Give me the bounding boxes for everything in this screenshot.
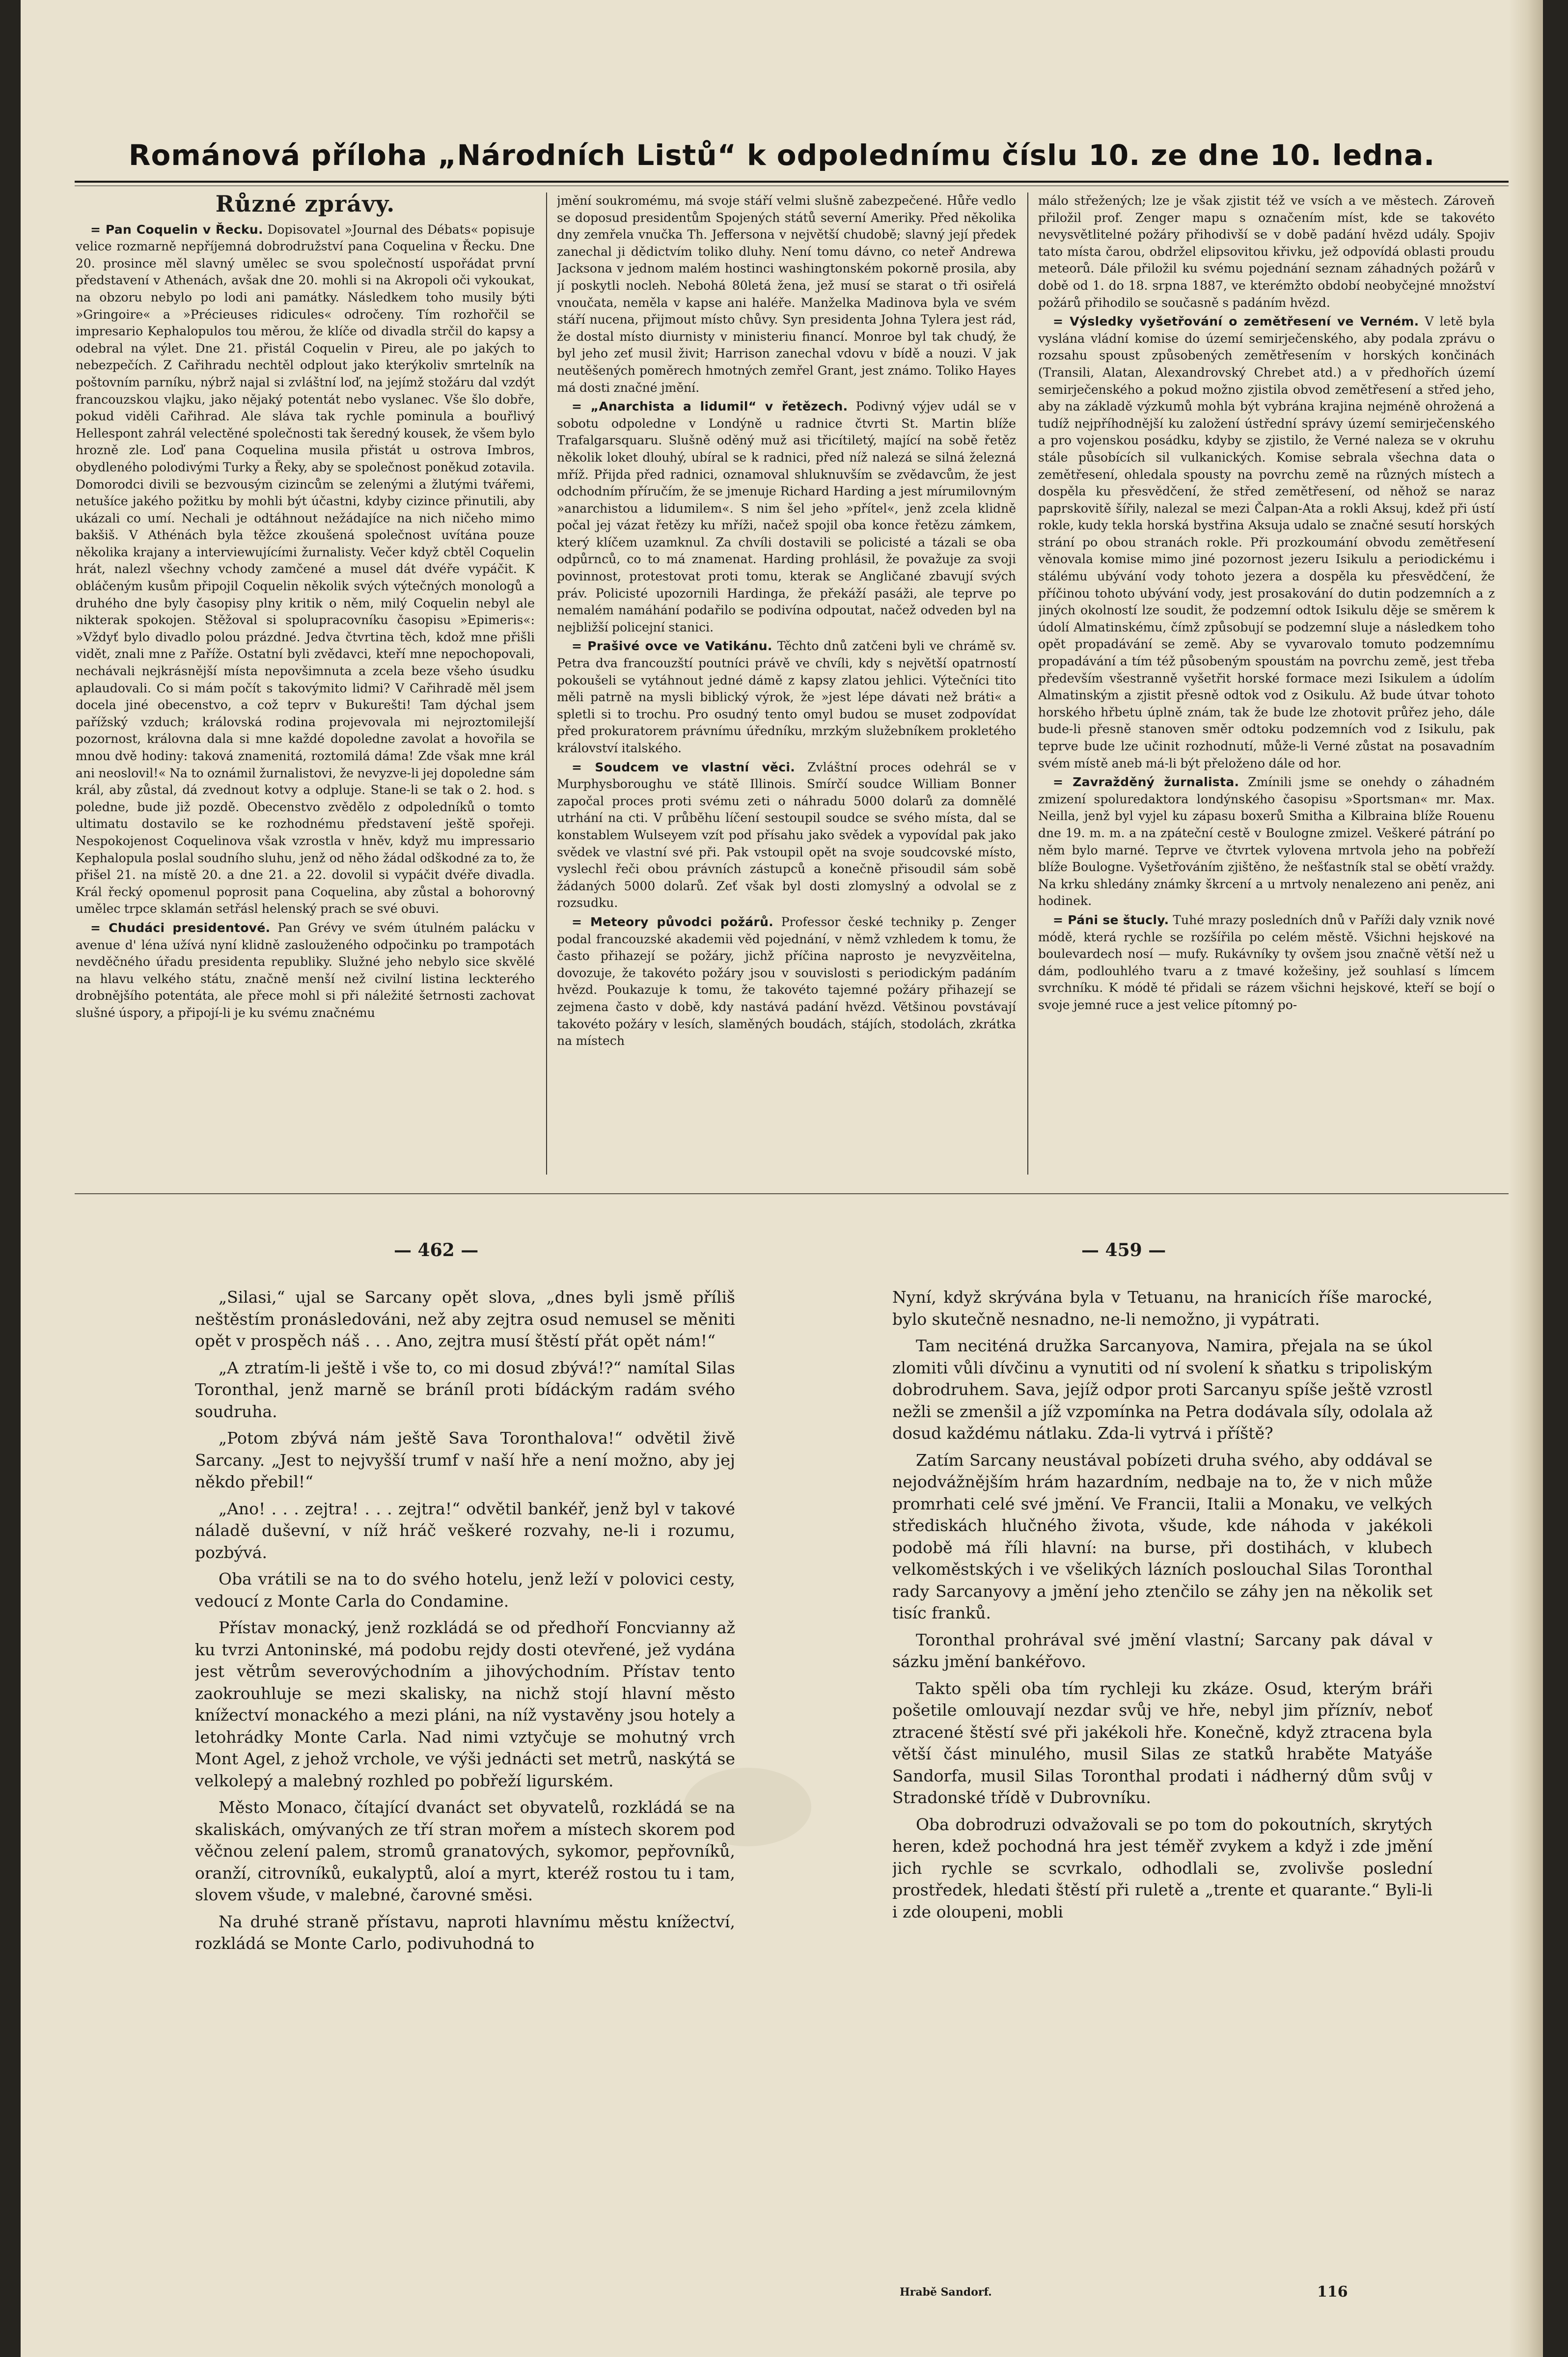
- column-divider-2: [1027, 192, 1028, 1175]
- article-heading: = Pan Coquelin v Řecku.: [90, 222, 263, 237]
- novel-paragraph: Oba vrátili se na to do svého hotelu, jenž leží v polovici cesty, vedoucí z Monte Carla do Condamine.: [195, 1569, 735, 1611]
- novel-paragraph: Na druhé straně přístavu, naproti hlavnímu městu knížectví, rozkládá se Monte Carlo, podivuhodná to: [195, 1912, 735, 1953]
- article-text: V letě byla vyslána vládní komise do území semirječenského, aby podala zprávu o rozsahu spoust způsobených zemětřesením v horských končinách (Transili, Alatan, Alexandrovský Chrebet atd.) a v předhořích území semirječenského a pokud možno zjistila obvod zemětřesení a střed jeho, aby na základě výzkumů mohla být vybrána krajina nejméně ohrožená a tudíž nejpříhodnější ku založení ústřední správy území semirječenského a pro vojenskou posádku, kdyby se zjistilo, že Verné naleza se v okruhu stále působících sil vulkanických. Komise sebrala všechna data o zemětřesení, ohledala spousty na povrchu země na různých místech a dospěla ku přesvědčení, že střed zemětřesení, od něhož se naraz paprskovitě šířily, nalezal se mezi Čalpan-Ata a rokli Aksuj, kdež při ústí rokle, kudy tekla horská bystřina Aksuja udalo se značné sesutí horských strání po obou stranách rokle. Při prozkoumání obvodu zemětřesení věnovala komise mimo jiné pozornost jezeru Isikulu a periodickému i stálému ubývání vody tohoto jezera a dospěla ku přesvědčení, že příčinou tohoto ubývání vody, jest prosakování do dutin podzemních a z jiných okolností lze soudit, že podzemní odtok Isikulu děje se směrem k údolí Almatinskému, čímž způsobují se podzemní sluje a následkem toho opět propadávání se země. Aby se vyvarovalo tomuto podzemnímu propadávání a tím též působeným spoustám na povrchu země, jest třeba především všestranně vyšetřit horské formace mezi Isikulem a údolím Almatinským a zjistit přesně odtok vod z Osikulu. Až bude útvar tohoto horského hřbetu úplně znám, tak že bude lze zhotovit průřez jeho, dále bude-li přesně stanoven směr odtoku podzemních vod z Isikulu, pak teprve bude lze učinit rozhodnutí, může-li Verné zůstat na posavadním svém místě aneb má-li být přeloženo dále od hor.: [1038, 314, 1495, 770]
- news-article: [76, 920, 535, 1022]
- article-heading: = Meteory původci požárů.: [572, 914, 773, 929]
- newspaper-page: [21, 0, 1543, 2357]
- news-article: [1038, 912, 1495, 1014]
- novel-paragraph: Město Monaco, čítající dvanáct set obyvatelů, rozkládá se na skaliskách, omývaných ze tří stran mořem a místech skorem pod věčnou zelení palem, stromů granatových, sykomor, pepřovníků, oranží, citrovníků, eukalyptů, aloí a myrt, kteréž rostou tu i tam, slovem všude, v malebné, čarovné směsi.: [195, 1798, 735, 1904]
- news-article: [1038, 192, 1495, 311]
- header-rule: [75, 181, 1509, 183]
- article-text: jmění soukromému, má svoje stáří velmi slušně zabezpečené. Hůře vedlo se doposud presidentům Spojených států severní Ameriky. Před několika dny zemřela vnučka Th. Jeffersona v největší chudobě; slavný její předek zanechal ji dědictvím toliko dluhy. Není tomu dávno, co neteř Andrewa Jacksona v jednom malém hostinci washingtonském pokorně prosila, aby jí poskytli nocleh. Nebohá 80letá žena, jež musí se starat o tři osiřelá vnoučata, neměla v kapse ani haléře. Manželka Madinova byla ve svém stáří nucena, přijmout místo chůvy. Syn presidenta Johna Tylera jest rád, že dostal místo diurnisty v ministeriu financí. Monroe byl tak chudý, že byl jeho zeť musil živit; Harrison zanechal vdovu v bídě a nouzi. V jak neutěšených poměrech hmotných zemřel Grant, jest známo. Toliko Hayes má dosti značné jmění.: [557, 193, 1016, 395]
- article-heading: = Chudáci presidentové.: [90, 920, 271, 935]
- novel-paragraph: „Silasi,“ ujal se Sarcany opět slova, „dnes byli jsmě příliš neštěstím pronásledováni, než aby zejtra osud nemusel se měniti opět v prospěch náš . . . Ano, zejtra musí štěstí přát opět nám!“: [195, 1288, 735, 1350]
- article-text: Zmínili jsme se onehdy o záhadném zmizení spoluredaktora londýnského časopisu »Sportsman« mr. Max. Neilla, jenž byl vyjel ku zápasu boxerů Smitha a Kilbraina blíže Rouenu dne 19. m. m. a na zpáteční cestě v Boulogne zmizel. Veškeré pátrání po něm bylo marné. Teprve ve čtvrtek vylovena mrtvola jeho na pobřeží blíže Boulogne. Vyšetřováním zjištěno, že nešťastník stal se obětí vraždy. Na krku shledány známky škrcení a u mrtvoly nenalezeno ani peněz, ani hodinek.: [1038, 775, 1495, 908]
- article-heading: = Páni se štucly.: [1053, 912, 1169, 927]
- news-column-1: [76, 192, 535, 1170]
- novel-paragraph: Toronthal prohrával své jmění vlastní; Sarcany pak dával v sázku jmění bankéřovo.: [892, 1630, 1432, 1671]
- novel-column-right: [892, 1287, 1432, 2269]
- novel-title-footer: Hrabě Sandorf.: [900, 2286, 992, 2299]
- novel-paragraph: Oba dobrodruzi odvažovali se po tom do pokoutních, skrytých heren, kdež pochodná hra jest téměř zvykem a když i zde jmění jich rychle se scvrkalo, odhodlali se, zvolivše poslední prostředek, hledati štěstí při ruletě a „trente et quarante.“ Byli-li i zde oloupeni, mobli: [892, 1814, 1432, 1921]
- news-article: [557, 638, 1016, 757]
- novel-paragraph: Zatím Sarcany neustával pobízeti druha svého, aby oddával se nejodvážnějším hrám hazardním, nedbaje na to, že v nich může promrhati celé své jmění. Ve Francii, Italii a Monaku, ve velkých střediskách hlučného života, všude, kde náhoda v jakékoli podobě má říli hlavní: na burse, při dostihách, v klubech velkoměstských i ve všelikých lázních poslouchal Silas Toronthal rady Sarcanyovy a jmění jeho ztenčilo se záhy jen na několik set tisíc franků.: [892, 1450, 1432, 1622]
- article-text: Dopisovatel »Journal des Débats« popisuje velice rozmarně nepříjemná dobrodružství pana Coquelina v Řecku. Dne 20. prosince měl slavný umělec se svou společností uspořádat první představení v Athenách, avšak dne 20. mohli si na Akropoli oči vykoukat, na obzoru nebylo po lodi ani památky. Následkem toho musily býti »Gringoire« a »Précieuses ridicules« odročeny. Tím rozhořčil se impresario Kephalopulos tou měrou, že klíče od divadla strčil do kapsy a odebral na výlet. Dne 21. přistál Coquelin v Pireu, ale po jakých to nebezpečích. Z Cařihradu nechtěl odplout jako kterýkoliv smrtelník na poštovním parníku, nýbrž najal si zvláštní loď, na jejímž stožáru dal vzdýt francouzskou vlajku, jako nějaký potentát nebo vyslanec. Vše šlo dobře, pokud viděli Cařihrad. Ale sláva tak rychle pominula a bouřlivý Hellespont zahrál velectěné společnosti tak šeredný kousek, že všem bylo hrozně zle. Loď pana Coquelina musila přistát u ostrova Imbros, obydleného polodivými Turky a Řeky, aby se společnost poněkud zotavila. Domorodci divili se bezvousým cizincům se zelenými a žlutými tvářemi, netušíce jakého požitku by mohli být účastni, kdyby cizince přinutili, aby ukázali co umí. Nechali je odtáhnout nežádajíce na nich ničeho mimo bakšiš. V Athénách byla těžce zkoušená společnost uvítána pouze několika krajany a interviewujícími žurnalisty. Večer když cbtěl Coquelin hrát, nalezl všechny vchody zamčené a musel dát dvéře vypáčit. K obláčeným kusům připojil Coquelin několik svých výtečných monologů a druhého dne byly časopisy plny kritik o něm, milý Coquelin nebyl ale nikterak spokojen. Stěžoval si spolupracovníku časopisu »Epimeris«: »Vždyť bylo divadlo polou prázdné. Jedva čtvrtina těch, kdož mne přišli vidět, znali mne z Paříže. Ostatní byli zvědavci, kteří mne nepochopovali, nechávali nejkrásnější místa nepovšimnuta a zcela beze všeho úsudku aplaudovali. Co si mám počít s takovýmito lidmi? V Cařihradě měl jsem docela jiné obecenstvo, a což teprv v Bukurešti! Tam dýchal jsem pařížský vzduch; královská rodina projevovala mi nejroztomilejší pozornost, královna dala si mne každé dopoledne zavolat a hovořila se mnou dvě hodiny: taková znamenitá, roztomilá dáma! Zde však mne král ani neoslovil!« Na to oznámil žurnalistovi, že nevyzve-li jej dopoledne sám král, aby zůstal, dá zvednout kotvy a odpluje. Stane-li se tak o 2. hod. s poledne, bude již pozdě. Obecenstvo zvědělo z odpoledníků o tomto ultimatu dostavilo se ke rozhodnému představení ještě spořeji. Nespokojenost Coquelinova však vzrostla v hněv, když mu impressario Kephalopula poslal soudního sluhu, jenž od něho žádal odškodné za to, že přišel 21. na místě 20. a dne 21. a 22. dovolil si vypáčit dvéře divadla. Král řecký opomenul poprosit pana Coquelina, aby zůstal a bohorovný umělec trpce sklamán setřásl helenský prach se své obuvi.: [76, 222, 535, 916]
- novel-paragraph: Takto spěli oba tím rychleji ku zkáze. Osud, kterým bráři pošetile omlouvají nezdar svůj ve hře, nebyl jim příznív, neboť ztracené štěstí své při jakékoli hře. Konečně, když ztracena byla větší část minulého, musil Silas ze statků hraběte Matyáše Sandorfa, musil Silas Toronthal prodati i nádherný dům svůj v Stradonské třídě v Dubrovníku.: [892, 1678, 1432, 1807]
- news-article: [76, 221, 535, 918]
- news-article: [1038, 313, 1495, 772]
- novel-paragraph: Přístav monacký, jenž rozkládá se od předhoří Foncvianny až ku tvrzi Antoninské, má podobu rejdy dosti otevřené, jež vydána jest větrům severovýchodním a jihovýchodním. Přístav tento zaokrouhluje se mezi skalisky, na nichž stojí hlavní město knížectví monackého a mezi pláni, na níž vystavěny jsou hotely a letohrádky Monte Carla. Nad nimi vztyčuje se mohutný vrch Mont Agel, z jehož vrchole, ve výši jednácti set metrů, naskýtá se velkolepý a malebný rozhled po pobřeží ligurském.: [195, 1618, 735, 1790]
- page-number-right: — 459 —: [1081, 1240, 1166, 1261]
- news-article: [557, 192, 1016, 396]
- page-fold-shadow: [1509, 0, 1543, 2357]
- article-heading: = „Anarchista a lidumil“ v řetězech.: [572, 399, 848, 414]
- page-number-left: — 462 —: [394, 1240, 479, 1261]
- installment-number: 116: [1317, 2283, 1348, 2301]
- article-text: Podivný výjev udál se v sobotu odpoledne v Londýně u radnice čtvrti St. Martin blíže Trafalgarsquaru. Slušně oděný muž asi třicítiletý, mající na sobě řetěz několik loket dlouhý, ubíral se k radnici, před níž nalezá se silná železná mříž. Přijda před radnici, oznamoval shluknuvším se zvědavcům, že jest odchodním příručím, že se jmenuje Richard Harding a jest mírumilovným »anarchistou a lidumilem«. S nim šel jeho »přítel«, jenž zcela klidně počal jej vázat řetězy ku mříži, načež spojil oba konce řetězu zámkem, který klíčem uzamknul. Za chvíli dostavili se policisté a tázali se oba odpůrnců, co to má znamenat. Harding prohlásil, že považuje za svoji povinnost, protestovat proti tomu, kterak se Angličané zbavují svých práv. Policisté upozornili Hardinga, že překáží pasáži, ale teprve po nemalém namáhání podařilo se podivína odpoutat, načež odveden byl na nejbližší policejní stanici.: [557, 399, 1016, 634]
- news-column-2: [557, 192, 1016, 1170]
- column-divider-1: [546, 192, 547, 1175]
- article-text: málo střežených; lze je však zjistit též ve vsích a ve městech. Zároveň přiložil prof. Zenger mapu s označením míst, kde se takovéto nevysvětlitelné požáry přihodivší se v době padání hvězd udály. Spojiv tato místa čarou, obdržel elipsovitou křivku, jež odpovídá oblasti proudu meteorů. Dále přiložil ku svému pojednání seznam záhadných požárů v době od 1. do 18. srpna 1887, ve kterémžto období neobyčejné množství požárů přihodilo se současně s padáním hvězd.: [1038, 193, 1495, 310]
- news-article: [1038, 774, 1495, 910]
- novel-column-left: [195, 1287, 735, 2293]
- article-text: Pan Grévy ve svém útulném palácku v avenue d' léna užívá nyní klidně zaslouženého odpočinku po trampotách nevděčného úřadu presidenta republiky. Služné jeho nebylo sice skvělé na hlavu velkého státu, značně menší než civilní listina leckterého drobnějšího potentáta, ale přece mohl si při náležité šetrnosti zachovat slušné úspory, a připojí-li je ku svému značnému: [76, 920, 535, 1020]
- novel-paragraph: „Potom zbývá nám ještě Sava Toronthalova!“ odvětil živě Sarcany. „Jest to nejvyšší trumf v naší hře a není možno, aby jej někdo přebil!“: [195, 1428, 735, 1491]
- news-column-3: [1038, 192, 1495, 1170]
- news-article: [557, 759, 1016, 912]
- article-heading: = Zavražděný žurnalista.: [1053, 775, 1239, 790]
- section-title: Různé zprávy.: [215, 192, 395, 217]
- novel-paragraph: „Ano! . . . zejtra! . . . zejtra!“ odvětil bankéř, jenž byl v takové náladě duševní, v níž hráč veškeré rozvahy, ne-li i rozumu, pozbývá.: [195, 1499, 735, 1562]
- article-text: Zvláštní proces odehrál se v Murphysboroughu ve státě Illinois. Smírčí soudce William Bonner započal proces proti svému zeti o náhradu 5000 dolarů za domnělé utrhání na cti. V průběhu líčení sestoupil soudce se svého místa, dal se konstablem Wulseyem vzít pod přísahu jako svědek a vypovídal pak jako svědek ve vlastní své při. Pak vstoupil opět na svoje soudcovské místo, vyslechl řeči obou právních zástupců a konečně přisoudil sám sobě žádaných 5000 dolarů. Zeť však byl dosti zlomyslný a odvolal se z rozsudku.: [557, 760, 1016, 910]
- novel-paragraph: Tam neciténá družka Sarcanyova, Namira, přejala na se úkol zlomiti vůli dívčinu a vynutiti od ní svolení k sňatku s tripoliským dobrodruhem. Sava, jejíž odpor proti Sarcanyu spíše ještě vzrostl nežli se zmenšil a jíž vzpomínka na Petra dodávala síly, odolala až dosud každému nátlaku. Zda-li vytrvá i příště?: [892, 1336, 1432, 1443]
- article-heading: = Prašivé ovce ve Vatikánu.: [572, 639, 772, 654]
- article-text: Těchto dnů zatčeni byli ve chrámě sv. Petra dva francouzští poutníci právě ve chvíli, kdy s největší opatrností pokoušeli se vytáhnout jedné dámě z kapsy zlatou jehlici. Výtečníci tito měli patrně na mysli biblický výrok, že »jest lépe dávati než bráti« a spletli si to trochu. Pro osudný tento omyl budou se muset zodpovídat před prokuratorem právnímu úředníku, mrzkým služebníkem prokletého království italského.: [557, 639, 1016, 755]
- novel-paragraph: Nyní, když skrývána byla v Tetuanu, na hranicích říše marocké, bylo skutečně nesnadno, ne-li nemožno, ji vypátrati.: [892, 1288, 1432, 1329]
- page-header-title: Románová příloha „Národních Listů“ k odpolednímu číslu 10. ze dne 10. ledna.: [128, 138, 1435, 172]
- section-divider: [75, 1193, 1509, 1194]
- news-article: [557, 914, 1016, 1050]
- article-text: Tuhé mrazy posledních dnů v Paříži daly vznik nové módě, která rychle se rozšířila po celém městě. Všichni hejskové na boulevardech nosí — mufy. Rukávníky ty ovšem jsou značně větší než u dám, podlouhlého tvaru a z tmavé kožešiny, jež souhlasí s límcem svrchníku. K módě té přidali se rázem všichni hejskové, kteří se bojí o svoje jemné ruce a jest velice pítomný po-: [1038, 912, 1495, 1012]
- novel-paragraph: „A ztratím-li ještě i vše to, co mi dosud zbývá!?“ namítal Silas Toronthal, jenž marně se bráníl proti bídáckým radám svého soudruha.: [195, 1358, 735, 1421]
- article-heading: = Výsledky vyšetřování o zemětřesení ve Verném.: [1053, 314, 1419, 329]
- article-heading: = Soudcem ve vlastní věci.: [572, 760, 796, 774]
- news-article: [557, 398, 1016, 636]
- article-text: Professor české techniky p. Zenger podal francouzské akademii věd pojednání, v němž vzhledem k tomu, že často přihazejí se požáry, jichž příčina naprosto je nevyzvěitelna, dovozuje, že takovéto požáry jsou v souvislosti s periodickým padáním hvězd. Poukazuje k tomu, že takovéto tajemné požáry přihazejí se zejmena často v době, kdy nastává padání hvězd. Většinou povstávají takovéto požáry v lesích, slaměných boudách, stájích, stodolách, zkrátka na místech: [557, 914, 1016, 1048]
